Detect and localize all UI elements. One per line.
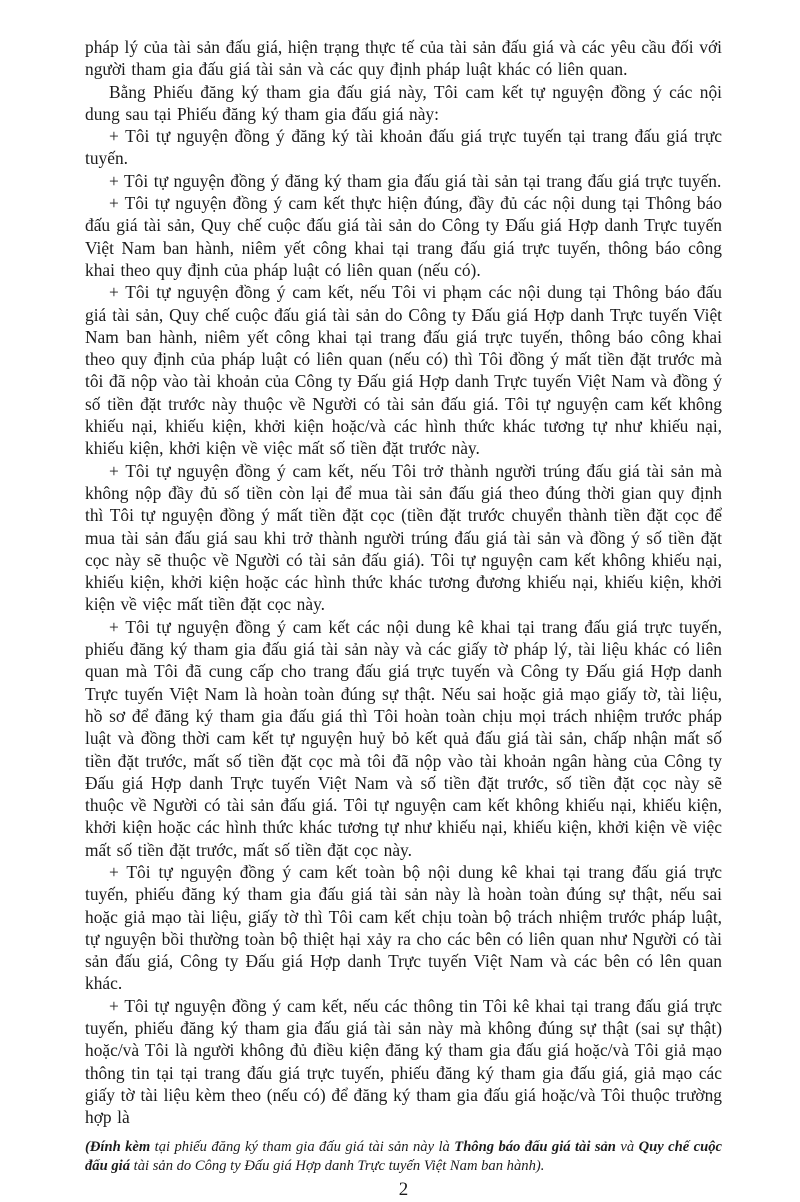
commitment-item-false-information: + Tôi tự nguyện đồng ý cam kết, nếu các thông tin Tôi kê khai tại trang đấu giá trực tuyến, phiếu đăng ký tham gia đấu giá tài sản này mà không đúng sự thật (sai sự thật) hoặc/và Tôi là người không đủ điều kiện đăng ký tham gia đấu giá hoặc/và Tôi giả mạo thông tin tại tại trang đấu giá trực tuyến, phiếu đăng ký tham gia đấu giá, giả mạo các giấy tờ tài liệu kèm theo (nếu có) để đăng ký tham gia đấu giá hoặc/và Tôi thuộc trường hợp là [85,995,722,1128]
page-number: 2 [398,1178,409,1200]
footnote-text-2: và [615,1138,639,1155]
document-body [85,36,722,1129]
commitment-item-winner-payment: + Tôi tự nguyện đồng ý cam kết, nếu Tôi trở thành người trúng đấu giá tài sản mà không nộp đầy đủ số tiền còn lại để mua tài sản đấu giá theo đúng thời gian quy định thì Tôi tự nguyện đồng ý mất tiền đặt cọc (tiền đặt trước chuyển thành tiền đặt cọc để mua tài sản đấu giá sau khi trở thành người trúng đấu giá tài sản và đồng ý số tiền đặt cọc này sẽ thuộc về Người có tài sản đấu giá). Tôi tự nguyện cam kết không khiếu nại, khiếu kiện, khởi kiện hoặc các hình thức khác tương đương khiếu nại, khiếu kiện, khởi kiện về việc mất tiền đặt cọc này. [85,460,722,615]
commitment-item-liability-compensation: + Tôi tự nguyện đồng ý cam kết toàn bộ nội dung kê khai tại trang đấu giá trực tuyến, phiếu đăng ký tham gia đấu giá tài sản này là hoàn toàn đúng sự thật, nếu sai hoặc giả mạo tài liệu, giấy tờ thì Tôi cam kết chịu toàn bộ trách nhiệm trước pháp luật, tự nguyện bồi thường toàn bộ thiệt hại xảy ra cho các bên có liên quan như Người có tài sản đấu giá, Công ty Đấu giá Hợp danh Trực tuyến Việt Nam và các bên có lên quan khác. [85,861,722,994]
paragraph-continuation: pháp lý của tài sản đấu giá, hiện trạng thực tế của tài sản đấu giá và các yêu cầu đối với người tham gia đấu giá tài sản và các quy định pháp luật khác có liên quan. [85,37,722,80]
footnote-text-1: tại phiếu đăng ký tham gia đấu giá tài sản này là [150,1138,455,1155]
commitment-item-truthful-declaration: + Tôi tự nguyện đồng ý cam kết các nội dung kê khai tại trang đấu giá trực tuyến, phiếu đăng ký tham gia đấu giá tài sản này và các giấy tờ pháp lý, tài liệu khác có liên quan mà Tôi đã cung cấp cho trang đấu giá trực tuyến và Công ty Đấu giá Hợp danh Trực tuyến Việt Nam là hoàn toàn đúng sự thật. Nếu sai hoặc giả mạo giấy tờ, tài liệu, hồ sơ để đăng ký tham gia đấu giá thì Tôi hoàn toàn chịu mọi trách nhiệm trước pháp luật và đồng thời cam kết tự nguyện huỷ bỏ kết quả đấu giá tài sản, chấp nhận mất số tiền đặt trước, mất số tiền đặt cọc mà tôi đã nộp vào tài khoản ngân hàng của Công ty Đấu giá Hợp danh Trực tuyến Việt Nam và số tiền đặt trước, số tiền đặt cọc này sẽ thuộc về Người có tài sản đấu giá. Tôi tự nguyện cam kết không khiếu nại, khiếu kiện, khởi kiện hoặc các hình thức khác tương tự như khiếu nại, khiếu kiện, khởi kiện về việc mất số tiền đặt trước, mất số tiền đặt cọc này. [85,616,722,860]
commitment-item-comply-notice: + Tôi tự nguyện đồng ý cam kết thực hiện đúng, đầy đủ các nội dung tại Thông báo đấu giá tài sản, Quy chế cuộc đấu giá tài sản do Công ty Đấu giá Hợp danh Trực tuyến Việt Nam ban hành, niêm yết công khai tại trang đấu giá trực tuyến, thông báo công khai theo quy định của pháp luật có liên quan (nếu có). [85,193,722,280]
commitment-item-register-account: + Tôi tự nguyện đồng ý đăng ký tài khoản đấu giá trực tuyến tại trang đấu giá trực tuyến. [85,126,722,169]
paragraph-intro-commitment: Bằng Phiếu đăng ký tham gia đấu giá này, Tôi cam kết tự nguyện đồng ý các nội dung sau tại Phiếu đăng ký tham gia đấu giá này: [85,81,722,124]
commitment-item-register-auction: + Tôi tự nguyện đồng ý đăng ký tham gia đấu giá tài sản tại trang đấu giá trực tuyến. [109,170,722,191]
footnote [85,1138,722,1176]
footnote-text-3: tài sản do Công ty Đấu giá Hợp danh Trực tuyến Việt Nam ban hành). [130,1157,545,1174]
commitment-item-violation-deposit: + Tôi tự nguyện đồng ý cam kết, nếu Tôi vi phạm các nội dung tại Thông báo đấu giá tài sản, Quy chế cuộc đấu giá tài sản do Công ty Đấu giá Hợp danh Trực tuyến Việt Nam ban hành, niêm yết công khai tại trang đấu giá trực tuyến, thông báo công khai theo quy định của pháp luật có liên quan (nếu có) thì Tôi đồng ý mất tiền đặt trước mà tôi đã nộp vào tài khoản của Công ty Đấu giá Hợp danh Trực tuyến Việt Nam và đồng ý số tiền đặt trước này thuộc về Người có tài sản đấu giá. Tôi tự nguyện cam kết không khiếu nại, khiếu kiện, khởi kiện hoặc/và các hình thức khác tương tự như khiếu nại, khiếu kiện, khởi kiện về việc mất số tiền đặt trước này. [85,282,722,459]
footnote-auction-rules-title: Quy chế cuộc đấu giá [85,1138,722,1174]
footnote-attachment-label: (Đính kèm [85,1138,151,1155]
footnote-auction-notice-title: Thông báo đấu giá tài sản [454,1138,616,1155]
